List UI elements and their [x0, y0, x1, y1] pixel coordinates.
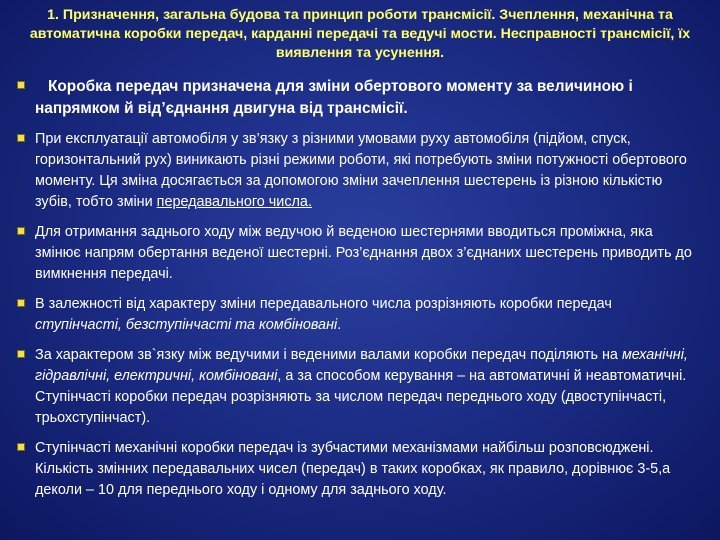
- slide-title: 1. Призначення, загальна будова та принцип роботи трансмісії. Зчеплення, механічна та автоматична коробки передач, карданні передачі та ведучі мости. Несправності трансмісії, їх виявлення та усунення.: [29, 7, 691, 61]
- bullet-text: Коробка передач призначена для зміни обертового моменту за величиною і напрямком й від’єднання двигуна від трансмісії.: [35, 78, 633, 117]
- bullet-item-4: [12, 294, 702, 336]
- bullet-italic-text: ступінчасті, безступінчасті та комбіновані: [35, 317, 338, 333]
- bullet-text-end: .: [337, 317, 342, 333]
- gear-ratio-link[interactable]: передавального числа.: [156, 194, 312, 210]
- bullet-text: За характером зв`язку між ведучими і веденими валами коробки передач поділяють на: [35, 347, 622, 363]
- bullet-item-1: [12, 76, 702, 120]
- bullet-list: [12, 76, 702, 510]
- bullet-text-end: , а за способом керування – на автоматичні й неавтоматичні. Ступінчасті коробки передач розрізняють за числом передач переднього ходу (двоступінчасті, трьохступінчаст).: [35, 368, 687, 426]
- bullet-text: Для отримання заднього ходу між ведучою й веденою шестернями вводиться проміжна, яка змінює напрям обертання веденої шестерні. Роз’єднання двох з’єднаних шестерень приводить до вимкнення передачі.: [35, 224, 692, 282]
- bullet-item-2: [12, 129, 702, 213]
- bullet-square-icon: [17, 299, 25, 307]
- bullet-item-5: [12, 345, 702, 429]
- bullet-text: Ступінчасті механічні коробки передач із зубчастими механізмами найбільш розповсюджені. Кількість змінних передавальних чисел (передач) в таких коробках, як правило, дорівнює 3-5,а деколи – 10 для переднього ходу і одному для заднього ходу.: [35, 440, 671, 498]
- bullet-item-3: [12, 222, 702, 285]
- bullet-square-icon: [17, 227, 25, 235]
- bullet-item-6: [12, 438, 702, 501]
- bullet-italic-text: механічні, гідравлічні, електричні, комбіновані: [35, 347, 688, 384]
- bullet-square-icon: [17, 350, 25, 358]
- bullet-square-icon: [17, 134, 25, 142]
- bullet-text: При експлуатації автомобіля у зв’язку з різними умовами руху автомобіля (підйом, спуск, горизонтальний рух) виникають різні режими роботи, які потребують зміни потужності обертового моменту. Ця зміна досягається за допомогою зміни зачеплення шестерень із різною кількістю зубів, тобто зміни: [35, 131, 687, 210]
- bullet-square-icon: [17, 81, 25, 89]
- bullet-text: В залежності від характеру зміни передавального числа розрізняють коробки передач: [35, 296, 612, 312]
- bullet-square-icon: [17, 443, 25, 451]
